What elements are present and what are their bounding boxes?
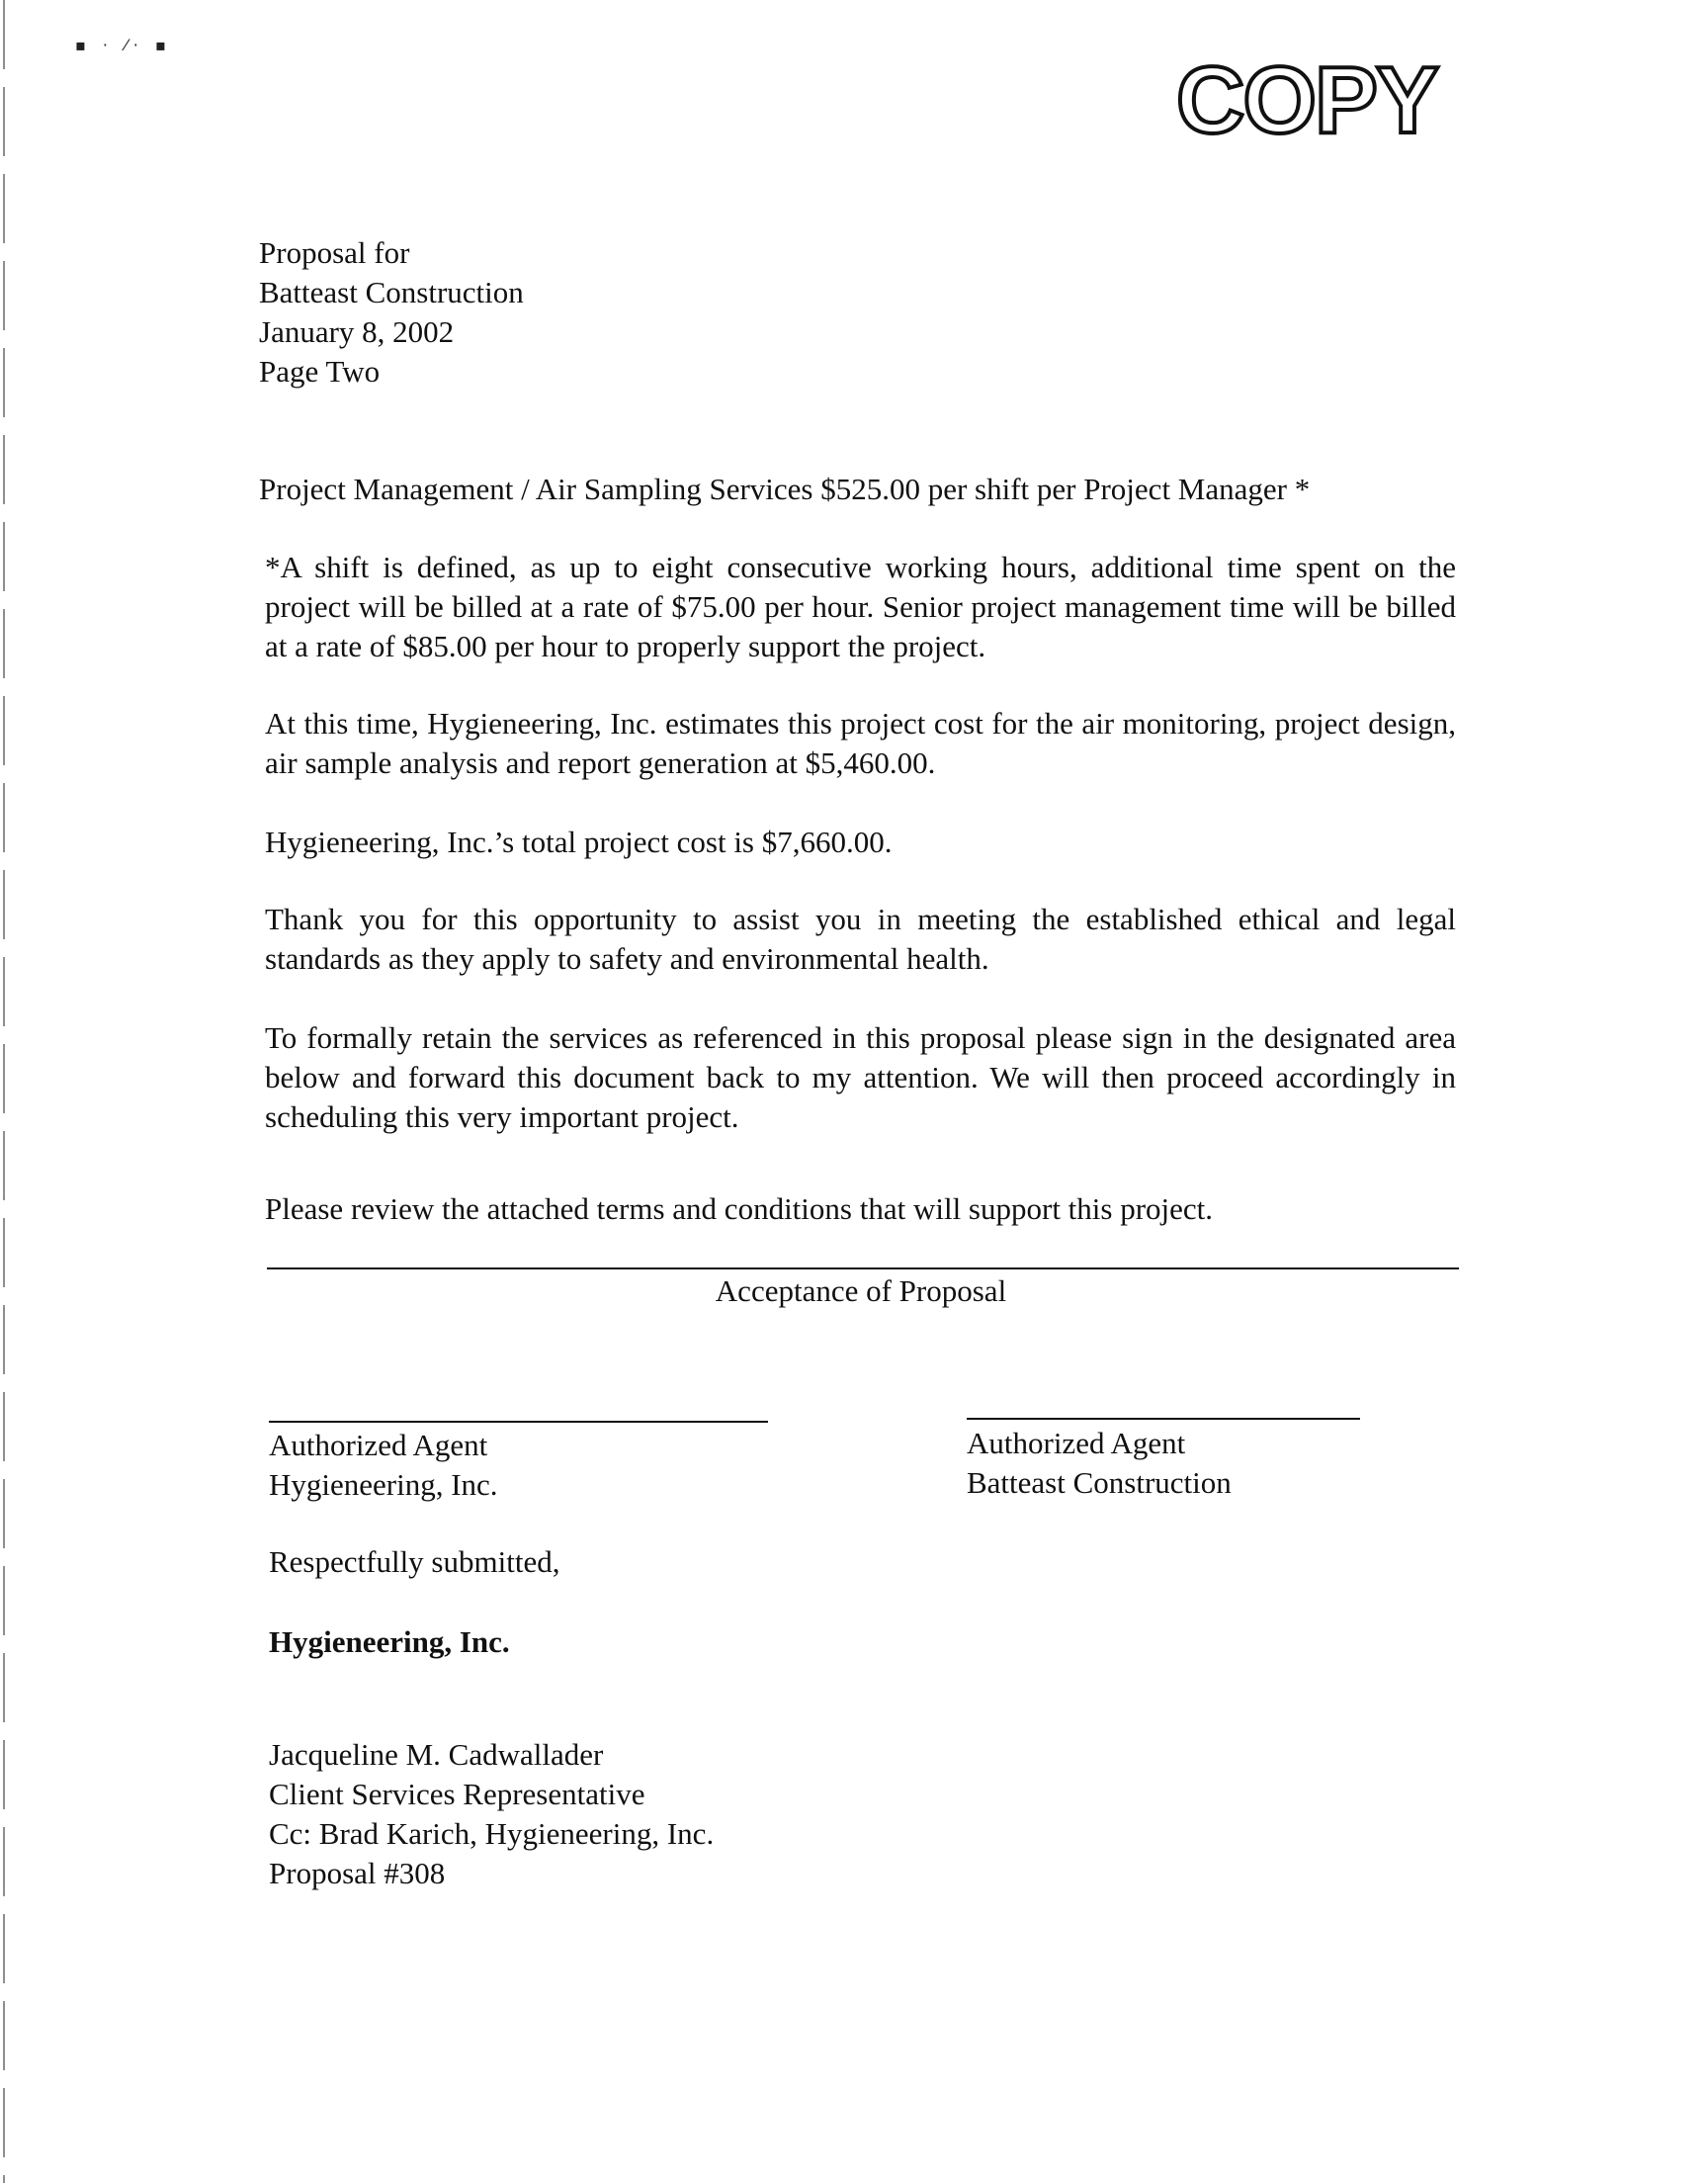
- copy-stamp-text: COPY: [1176, 51, 1438, 150]
- copy-stamp: [1176, 51, 1473, 150]
- header-line-page: Page Two: [259, 354, 381, 389]
- signature-line-hygieneering: [269, 1421, 768, 1423]
- header-line-client: Batteast Construction: [259, 275, 524, 309]
- signature-role: Authorized Agent: [269, 1428, 488, 1462]
- cc-line: Cc: Brad Karich, Hygieneering, Inc.: [269, 1816, 715, 1851]
- signature-block-hygieneering: [269, 1426, 498, 1505]
- review-paragraph: Please review the attached terms and conditions that will support this project.: [265, 1191, 1214, 1226]
- retain-paragraph: To formally retain the services as referenced in this proposal please sign in the designated area below and forward this document back to my attention. We will then proceed accordingly in scheduling this very important project.: [265, 1020, 1456, 1134]
- header-line-date: January 8, 2002: [259, 314, 455, 349]
- signature-company: Batteast Construction: [967, 1465, 1232, 1500]
- acceptance-divider: [267, 1267, 1459, 1269]
- scan-marks: ▪ · ⁄· ▪: [75, 36, 172, 54]
- estimate-paragraph: At this time, Hygieneering, Inc. estimates this project cost for the air monitoring, project design, air sample analysis and report generation at $5,460.00.: [265, 706, 1456, 780]
- acceptance-title: Acceptance of Proposal: [715, 1273, 1007, 1308]
- signature-line-batteast: [967, 1418, 1360, 1420]
- signer-block: [269, 1735, 714, 1893]
- scan-edge-line: [3, 0, 5, 2183]
- shift-definition-paragraph: *A shift is defined, as up to eight consecutive working hours, additional time spent on the project will be billed at a rate of $75.00 per hour. Senior project management time will be billed at a rate of $85.00 per hour to properly support the project.: [265, 550, 1456, 663]
- closing-company: Hygieneering, Inc.: [269, 1624, 510, 1659]
- signature-role: Authorized Agent: [967, 1426, 1186, 1460]
- signer-name: Jacqueline M. Cadwallader: [269, 1737, 604, 1772]
- rate-line: Project Management / Air Sampling Services $525.00 per shift per Project Manager *: [259, 472, 1311, 506]
- thanks-paragraph: Thank you for this opportunity to assist you in meeting the established ethical and legal standards as they apply to safety and environmental health.: [265, 902, 1456, 976]
- signer-title: Client Services Representative: [269, 1777, 645, 1811]
- total-cost-paragraph: Hygieneering, Inc.’s total project cost is $7,660.00.: [265, 825, 893, 859]
- signature-company: Hygieneering, Inc.: [269, 1467, 498, 1502]
- proposal-header: [259, 233, 524, 392]
- closing-salutation: Respectfully submitted,: [269, 1544, 560, 1579]
- header-line-proposal-for: Proposal for: [259, 235, 410, 270]
- signature-block-batteast: [967, 1424, 1232, 1503]
- proposal-number: Proposal #308: [269, 1856, 446, 1890]
